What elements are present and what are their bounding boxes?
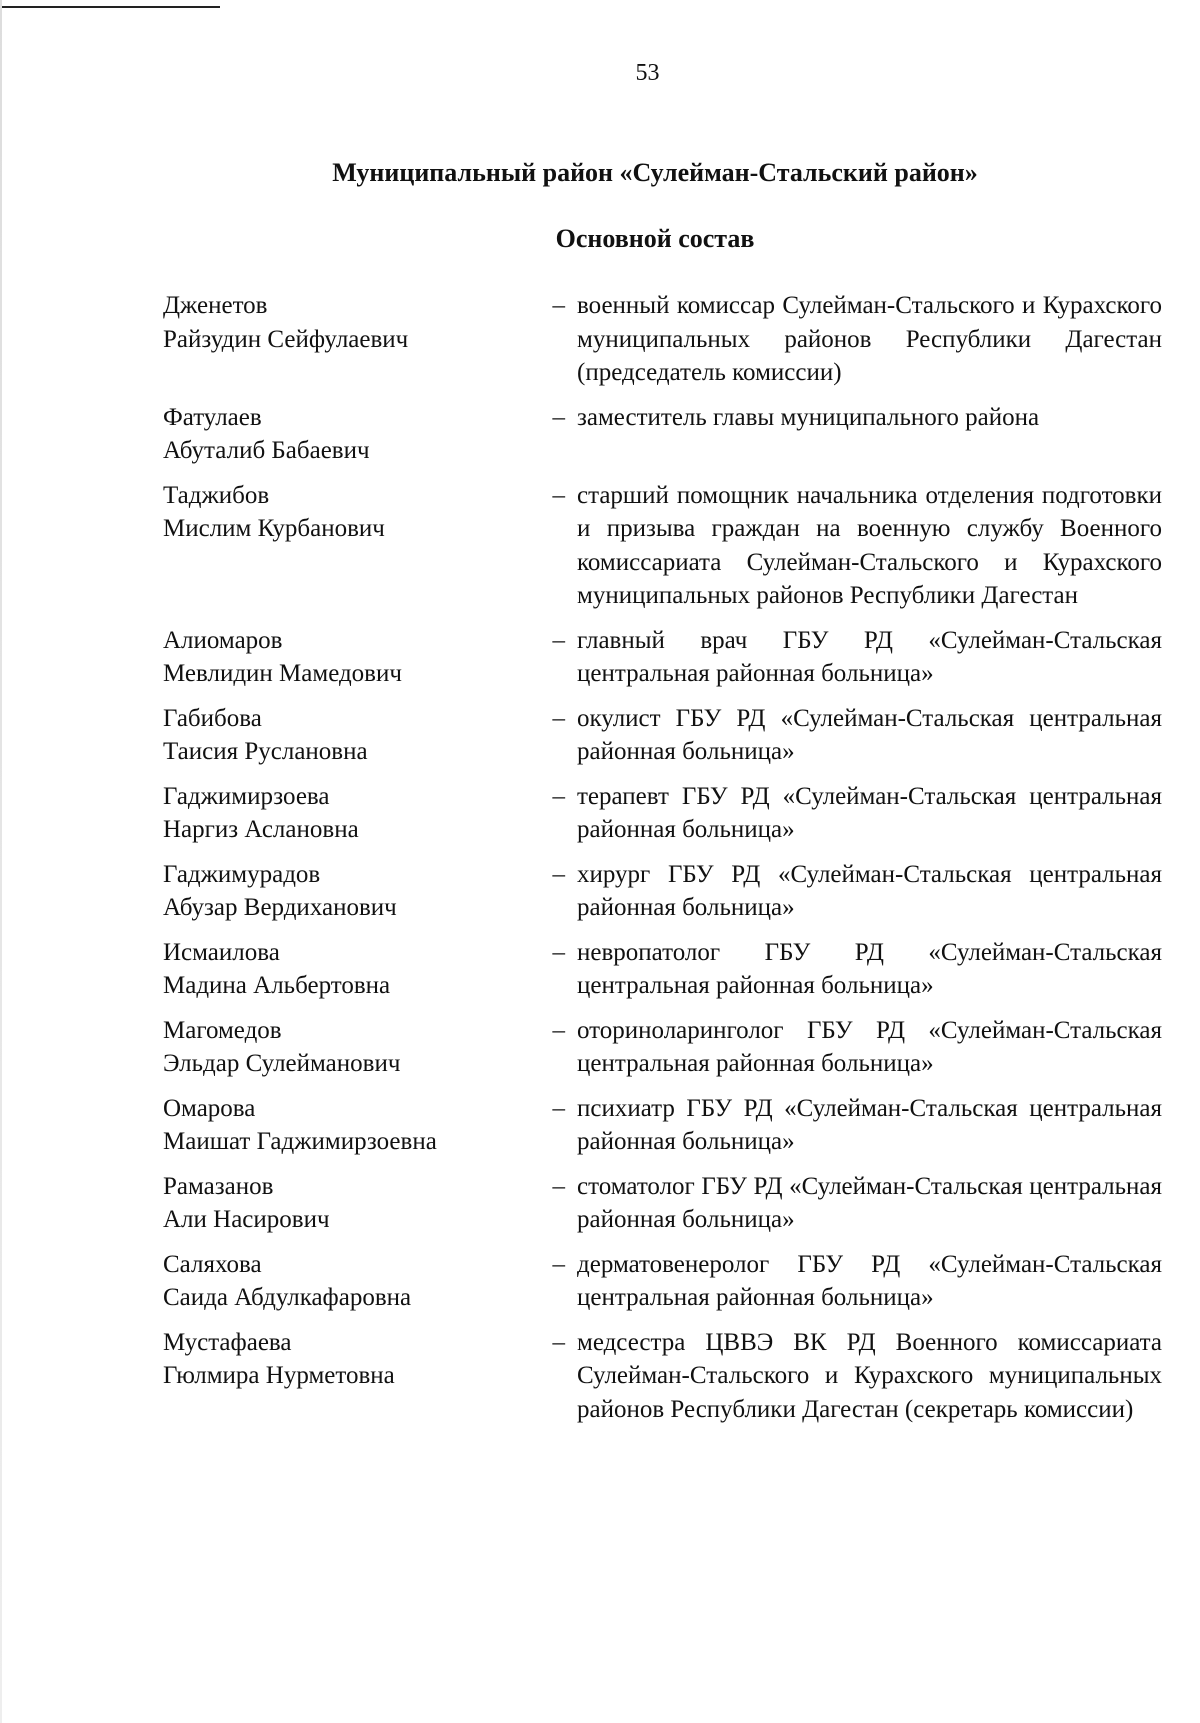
member-name [163,1248,533,1315]
member-given-name: Саида Абдулкафаровна [163,1284,412,1311]
dash-separator: – [552,782,565,810]
dash-separator: – [552,938,565,966]
member-name [163,780,533,847]
dash-separator: – [552,626,565,654]
member-given-name: Таисия Руслановна [163,738,368,765]
dash-separator: – [552,1172,565,1200]
members-list [163,289,1163,1437]
member-surname: Дженетов [163,292,268,319]
member-role: окулист ГБУ РД «Сулейман-Стальская центральная районная больница» [577,704,1162,765]
member-given-name: Мевлидин Мамедович [163,660,402,687]
dash-separator: – [552,481,565,509]
member-surname: Рамазанов [163,1172,274,1200]
member-row [163,624,1163,691]
member-row [163,780,1163,847]
member-name [163,401,533,468]
member-row [163,702,1163,769]
member-name [163,1092,533,1159]
member-surname: Саляхова [163,1250,262,1278]
member-given-name: Наргиз Аслановна [163,816,359,843]
member-name [163,858,533,925]
member-row [163,858,1163,925]
member-given-name: Али Насирович [163,1206,330,1233]
member-row [163,479,1163,613]
member-given-name: Маишат Гаджимирзоевна [163,1128,437,1155]
dash-separator: – [552,403,565,431]
member-role: заместитель главы муниципального района [577,403,1040,431]
member-row [163,1170,1163,1237]
member-role: военный комиссар Сулейман-Стальского и Курахского муниципальных районов Республики Дагестан (председатель комиссии) [577,292,1162,386]
member-surname: Габибова [163,704,262,732]
member-row [163,289,1163,390]
member-given-name: Райзудин Сейфулаевич [163,325,409,353]
dash-separator: – [552,292,565,319]
dash-separator: – [552,1328,565,1356]
member-role: невропатолог ГБУ РД «Сулейман-Стальская центральная районная больница» [577,938,1162,999]
member-row [163,1092,1163,1159]
dash-separator: – [552,704,565,732]
member-name [163,1326,533,1393]
member-given-name: Мадина Альбертовна [163,972,391,999]
member-given-name: Мислим Курбанович [163,515,385,542]
member-row [163,1326,1163,1427]
member-role: стоматолог ГБУ РД «Сулейман-Стальская центральная районная больница» [577,1172,1162,1233]
member-name [163,479,533,546]
member-name [163,1170,533,1237]
member-role: медсестра ЦВВЭ ВК РД Военного комиссариата Сулейман-Стальского и Курахского муниципальных районов Республики Дагестан (секретарь комиссии) [577,1328,1162,1423]
section-title: Основной состав [555,224,755,253]
member-given-name: Гюлмира Нурметовна [163,1362,395,1389]
member-name [163,1014,533,1081]
member-surname: Гаджимурадов [163,860,321,888]
member-surname: Омарова [163,1094,256,1122]
member-name [163,624,533,691]
member-row [163,1014,1163,1081]
member-row [163,1248,1163,1315]
member-surname: Гаджимирзоева [163,782,330,810]
district-title: Муниципальный район «Сулейман-Стальский район» [332,158,978,187]
member-name [163,936,533,1003]
member-role: хирург ГБУ РД «Сулейман-Стальская центральная районная больница» [577,860,1162,921]
member-role: психиатр ГБУ РД «Сулейман-Стальская центральная районная больница» [577,1094,1162,1155]
page-number: 53 [635,60,660,86]
member-surname: Фатулаев [163,403,262,431]
member-given-name: Абузар Вердиханович [163,894,397,921]
member-surname: Таджибов [163,481,270,509]
dash-separator: – [552,860,565,888]
member-surname: Мустафаева [163,1328,292,1356]
member-surname: Исмаилова [163,938,280,966]
member-role: оториноларинголог ГБУ РД «Сулейман-Стальская центральная районная больница» [577,1016,1162,1077]
member-name [163,702,533,769]
dash-separator: – [552,1016,565,1044]
dash-separator: – [552,1094,565,1122]
member-given-name: Абуталиб Бабаевич [163,437,370,464]
member-row [163,936,1163,1003]
member-role: старший помощник начальника отделения подготовки и призыва граждан на военную службу Военного комиссариата Сулейман-Стальского и Курахского муниципальных районов Республики Дагестан [577,481,1162,609]
scan-edge-line [0,6,220,8]
member-surname: Алиомаров [163,626,283,654]
member-role: главный врач ГБУ РД «Сулейман-Стальская центральная районная больница» [577,626,1162,687]
member-role: терапевт ГБУ РД «Сулейман-Стальская центральная районная больница» [577,782,1162,843]
dash-separator: – [552,1250,565,1278]
member-given-name: Эльдар Сулейманович [163,1050,401,1077]
member-name [163,289,533,356]
member-role: дерматовенеролог ГБУ РД «Сулейман-Стальская центральная районная больница» [577,1250,1162,1311]
member-row [163,401,1163,468]
member-surname: Магомедов [163,1016,282,1044]
scan-left-edge [0,0,2,1723]
